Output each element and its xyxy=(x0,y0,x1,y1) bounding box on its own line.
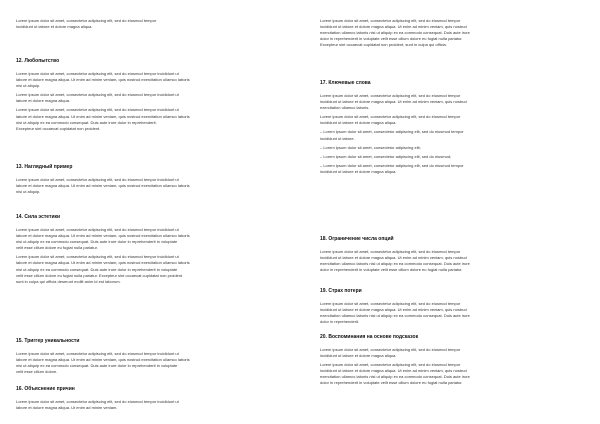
paragraph xyxy=(320,145,586,151)
text-line: labore et dolore magna aliqua. Ut enim ad minim veniam, quis nostrud exercitation ullamco laboris xyxy=(16,113,190,119)
text-line: labore et dolore magna aliqua. xyxy=(16,98,71,104)
text-line: Lorem ipsum dolor sit amet, consectetur adipiscing elit, sed do eiusmod tempor xyxy=(320,249,461,254)
section xyxy=(16,18,294,33)
paragraph xyxy=(16,227,294,251)
section xyxy=(16,338,294,378)
text-line: nisi ut aliquip ex ea commodo consequat. Duis aute irure dolor in reprehenderit in voluptate xyxy=(16,239,178,245)
section xyxy=(16,386,294,414)
paragraph xyxy=(320,93,586,111)
section-heading: 20. Воспоминания на основе подсказок xyxy=(320,334,419,340)
text-line: Lorem ipsum dolor sit amet, consectetur adipiscing elit, sed do eiusmod tempor incididunt ut xyxy=(16,92,179,98)
section xyxy=(16,214,294,288)
text-line: Lorem ipsum dolor sit amet, consectetur adipiscing elit, sed do eiusmod tempor xyxy=(16,18,157,23)
paragraph xyxy=(320,114,586,126)
text-line: – Lorem ipsum dolor sit amet, consectetur adipiscing elit, sed do eiusmod tempor xyxy=(320,162,464,168)
text-line: labore et dolore magna aliqua. Ut enim ad minim veniam, quis nostrud exercitation ullamco laboris xyxy=(16,77,190,83)
text-line: dolor in reprehenderit in voluptate velit esse cillum dolore eu fugiat nulla pariatur. xyxy=(320,36,463,42)
text-line: Lorem ipsum dolor sit amet, consectetur adipiscing elit, sed do eiusmod tempor incididunt ut xyxy=(16,107,179,113)
text-line: incididunt ut labore et dolore magna aliqua. Ut enim ad minim veniam, quis nostrud xyxy=(320,99,467,105)
paragraph xyxy=(16,399,294,411)
text-line: Lorem ipsum dolor sit amet, consectetur adipiscing elit, sed do eiusmod tempor incididunt ut xyxy=(16,71,179,76)
text-line: Lorem ipsum dolor sit amet, consectetur adipiscing elit, sed do eiusmod tempor incididunt ut xyxy=(16,254,179,260)
section xyxy=(320,236,586,276)
text-line: Lorem ipsum dolor sit amet, consectetur adipiscing elit, sed do eiusmod tempor incididunt ut xyxy=(16,351,179,356)
text-line: velit esse cillum dolore. xyxy=(16,369,58,375)
paragraph xyxy=(16,254,294,284)
text-line: velit esse cillum dolore eu fugiat nulla pariatur. Excepteur sint occaecat cupidatat non proident xyxy=(16,272,183,278)
paragraph xyxy=(320,362,586,386)
text-line: incididunt ut labore et dolore magna aliqua. Ut enim ad minim veniam, quis nostrud xyxy=(320,368,467,374)
section xyxy=(320,80,586,178)
text-line: sunt in culpa qui officia deserunt mollit anim id est laborum. xyxy=(16,278,121,284)
section xyxy=(16,58,294,135)
text-line: labore et dolore magna aliqua. Ut enim ad minim veniam, quis nostrud exercitation ullamco laboris xyxy=(16,183,190,189)
text-line: incididunt ut labore et dolore magna aliqua. xyxy=(320,168,397,174)
section xyxy=(320,288,586,328)
paragraph xyxy=(16,351,294,375)
text-line: – Lorem ipsum dolor sit amet, consectetur adipiscing elit, sed do eiusmod tempor xyxy=(320,129,464,135)
text-line: Excepteur sint occaecat cupidatat non proident, sunt in culpa qui officia. xyxy=(320,42,447,48)
text-line: exercitation ullamco laboris nisi ut aliquip ex ea commodo consequat. Duis aute irure xyxy=(320,313,470,319)
paragraph xyxy=(16,92,294,104)
text-line: labore et dolore magna aliqua. Ut enim ad minim veniam, quis nostrud exercitation ullamco laboris xyxy=(16,357,190,363)
section-heading: 15. Триггер уникальности xyxy=(16,338,80,344)
section-heading: 18. Ограничение числа опций xyxy=(320,236,394,242)
text-line: Lorem ipsum dolor sit amet, consectetur adipiscing elit, sed do eiusmod tempor xyxy=(320,93,461,98)
text-line: dolor in reprehenderit. xyxy=(320,319,360,325)
paragraph xyxy=(320,18,586,48)
text-line: labore et dolore magna aliqua. Ut enim ad minim veniam, quis nostrud exercitation ullamco laboris xyxy=(16,260,190,266)
text-line: incididunt ut labore et dolore magna aliqua. Ut enim ad minim veniam, quis nostrud xyxy=(320,255,467,261)
text-line: Lorem ipsum dolor sit amet, consectetur adipiscing elit, sed do eiusmod tempor xyxy=(320,362,461,368)
text-line: Lorem ipsum dolor sit amet, consectetur adipiscing elit, sed do eiusmod tempor xyxy=(320,18,461,23)
section-heading: 16. Объяснение причин xyxy=(16,386,75,392)
text-line: exercitation ullamco laboris nisi ut aliquip ex ea commodo consequat. Duis aute irure xyxy=(320,30,470,36)
text-line: Lorem ipsum dolor sit amet, consectetur adipiscing elit, sed do eiusmod tempor incididunt ut xyxy=(16,399,179,404)
text-line: incididunt ut labore et dolore magna aliqua. xyxy=(320,120,397,126)
section xyxy=(16,164,294,198)
text-line: – Lorem ipsum dolor sit amet, consectetur adipiscing elit; xyxy=(320,144,421,150)
text-line: incididunt ut labore et dolore magna aliqua. xyxy=(320,353,397,359)
text-line: nisi ut aliquip ex ea commodo consequat. Duis aute irure dolor in reprehenderit. xyxy=(16,119,157,125)
text-line: exercitation ullamco laboris. xyxy=(320,105,370,111)
section-heading: 17. Ключевые слова xyxy=(320,80,371,86)
text-line: nisi ut aliquip ex ea commodo consequat. Duis aute irure dolor in reprehenderit in voluptate xyxy=(16,363,178,369)
text-line: velit esse cillum dolore eu fugiat nulla pariatur. xyxy=(16,245,98,251)
text-line: nisi ut aliquip ex ea commodo consequat. Duis aute irure dolor in reprehenderit in voluptate xyxy=(16,266,178,272)
section-heading: 14. Сила эстетики xyxy=(16,214,61,220)
text-line: exercitation ullamco laboris nisi ut aliquip ex ea commodo consequat. Duis aute irure xyxy=(320,374,470,380)
section-heading: 12. Любопытство xyxy=(16,58,60,64)
text-line: nisi ut aliquip. xyxy=(16,83,41,89)
paragraph xyxy=(16,177,294,195)
paragraph xyxy=(16,71,294,89)
paragraph xyxy=(320,301,586,325)
text-line: nisi ut aliquip. xyxy=(16,189,41,195)
paragraph xyxy=(320,347,586,359)
paragraph xyxy=(320,129,586,141)
text-line: dolor in reprehenderit in voluptate velit esse cillum dolore eu fugiat nulla pariatur. xyxy=(320,267,463,273)
text-line: incididunt ut labore. xyxy=(320,135,355,141)
text-line: incididunt ut labore et dolore magna aliqua. Ut enim ad minim veniam, quis nostrud xyxy=(320,307,467,313)
text-line: exercitation ullamco laboris nisi ut aliquip ex ea commodo consequat. Duis aute irure xyxy=(320,261,470,267)
text-line: – Lorem ipsum dolor sit amet, consectetur adipiscing elit, sed do eiusmod; xyxy=(320,153,452,159)
section-heading: 13. Наглядный пример xyxy=(16,164,73,170)
section xyxy=(320,334,586,390)
text-line: labore et dolore magna aliqua. Ut enim ad minim veniam. xyxy=(16,405,118,411)
text-line: incididunt ut labore et dolore magna aliqua. xyxy=(16,24,93,30)
text-line: Lorem ipsum dolor sit amet, consectetur adipiscing elit, sed do eiusmod tempor xyxy=(320,301,461,306)
paragraph xyxy=(320,249,586,273)
section-heading: 19. Страх потери xyxy=(320,288,362,294)
paragraph xyxy=(16,107,294,131)
text-line: labore et dolore magna aliqua. Ut enim ad minim veniam, quis nostrud exercitation ullamco laboris xyxy=(16,233,190,239)
text-line: dolor in reprehenderit in voluptate velit esse cillum dolore eu fugiat nulla pariatur. xyxy=(320,380,463,386)
text-line: Lorem ipsum dolor sit amet, consectetur adipiscing elit, sed do eiusmod tempor xyxy=(320,347,461,352)
text-line: incididunt ut labore et dolore magna aliqua. Ut enim ad minim veniam, quis nostrud xyxy=(320,24,467,30)
text-line: Lorem ipsum dolor sit amet, consectetur adipiscing elit, sed do eiusmod tempor xyxy=(320,114,461,120)
paragraph xyxy=(320,163,586,175)
text-line: Lorem ipsum dolor sit amet, consectetur adipiscing elit, sed do eiusmod tempor incididunt ut xyxy=(16,227,179,232)
paragraph xyxy=(16,18,294,30)
text-line: Excepteur sint occaecat cupidatat non proident. xyxy=(16,125,101,131)
section xyxy=(320,18,586,51)
paragraph xyxy=(320,154,586,160)
text-line: Lorem ipsum dolor sit amet, consectetur adipiscing elit, sed do eiusmod tempor incididunt ut xyxy=(16,177,179,182)
